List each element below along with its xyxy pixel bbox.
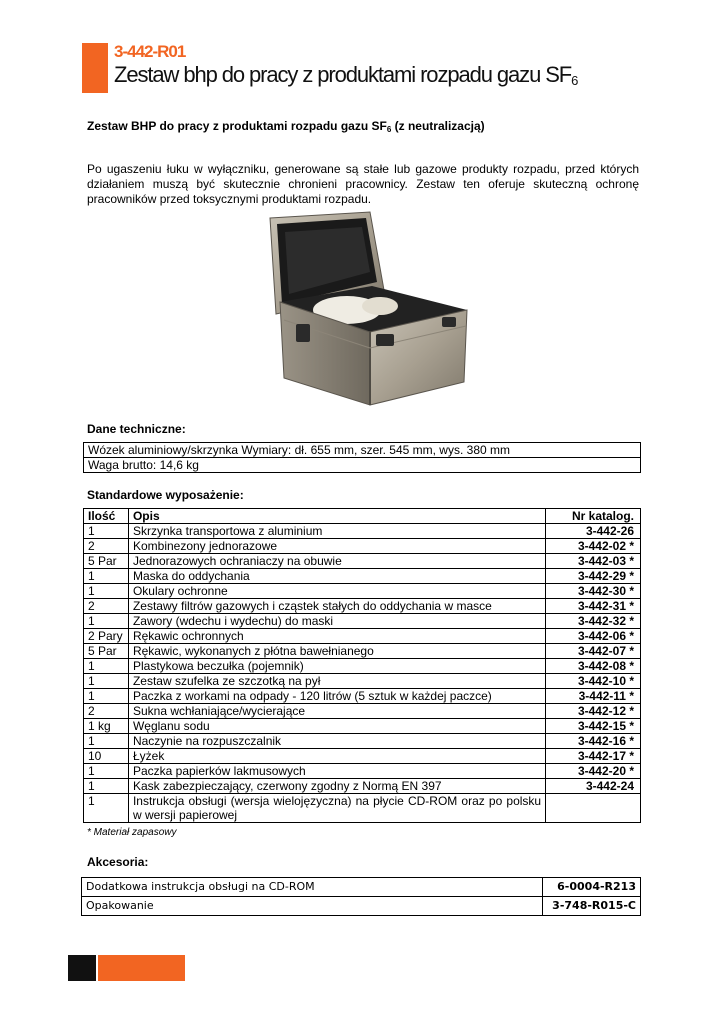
table-row xyxy=(84,644,641,659)
subtitle-suffix: (z neutralizacją) xyxy=(391,119,485,133)
table-row xyxy=(84,764,641,779)
cell-qty: 2 Pary xyxy=(84,629,129,644)
cell-qty: 1 xyxy=(84,794,129,823)
cell-qty: 2 xyxy=(84,539,129,554)
table-row xyxy=(82,878,641,897)
table-row xyxy=(82,897,641,916)
cell-cat: 3-442-31 * xyxy=(546,599,641,614)
cell-cat: 3-442-06 * xyxy=(546,629,641,644)
cell-desc: Rękawic, wykonanych z płótna bawełnianego xyxy=(128,644,545,659)
table-row xyxy=(84,734,641,749)
cell-cat: 3-442-24 xyxy=(546,779,641,794)
cell-cat: 3-748-R015-C xyxy=(543,897,641,916)
cell-desc: Instrukcja obsługi (wersja wielojęzyczna) na płycie CD-ROM oraz po polsku w wersji papierowej xyxy=(128,794,545,823)
cell-qty: 1 xyxy=(84,674,129,689)
accessories-table xyxy=(81,877,641,916)
cell-cat: 3-442-20 * xyxy=(546,764,641,779)
cell-cat: 3-442-30 * xyxy=(546,584,641,599)
cell-desc: Paczka z workami na odpady - 120 litrów (5 sztuk w każdej paczce) xyxy=(128,689,545,704)
tech-cell: Wózek aluminiowy/skrzynka Wymiary: dł. 655 mm, szer. 545 mm, wys. 380 mm xyxy=(84,443,641,458)
table-row xyxy=(84,554,641,569)
cell-desc: Zawory (wdechu i wydechu) do maski xyxy=(128,614,545,629)
equipment-header-row xyxy=(84,509,641,524)
cell-cat: 3-442-11 * xyxy=(546,689,641,704)
cell-desc: Łyżek xyxy=(128,749,545,764)
cell-cat: 3-442-03 * xyxy=(546,554,641,569)
tech-row xyxy=(84,443,641,458)
cell-desc: Sukna wchłaniające/wycierające xyxy=(128,704,545,719)
cell-cat: 3-442-32 * xyxy=(546,614,641,629)
table-row xyxy=(84,749,641,764)
col-header-cat: Nr katalog. xyxy=(546,509,641,524)
cell-desc: Paczka papierków lakmusowych xyxy=(128,764,545,779)
tech-row xyxy=(84,458,641,473)
cell-cat: 3-442-29 * xyxy=(546,569,641,584)
col-header-qty: Ilość xyxy=(84,509,129,524)
cell-desc: Skrzynka transportowa z aluminium xyxy=(128,524,545,539)
table-row xyxy=(84,629,641,644)
table-row xyxy=(84,659,641,674)
cell-qty: 1 xyxy=(84,569,129,584)
table-row xyxy=(84,569,641,584)
intro-paragraph: Po ugaszeniu łuku w wyłączniku, generowane są stałe lub gazowe produkty rozpadu, przed których działaniem muszą być skutecznie chronieni pracownicy. Zestaw ten oferuje skuteczną ochronę pracowników przed toksycznymi produktami rozpadu. xyxy=(87,162,639,206)
cell-desc: Okulary ochronne xyxy=(128,584,545,599)
accessories-heading: Akcesoria: xyxy=(87,855,149,869)
cell-qty: 1 kg xyxy=(84,719,129,734)
equipment-heading: Standardowe wyposażenie: xyxy=(87,488,244,502)
cell-qty: 1 xyxy=(84,734,129,749)
subtitle-subscript: 6 xyxy=(386,125,392,134)
cell-cat: 3-442-02 * xyxy=(546,539,641,554)
cell-cat: 3-442-10 * xyxy=(546,674,641,689)
cell-desc: Kask zabezpieczający, czerwony zgodny z Normą EN 397 xyxy=(128,779,545,794)
cell-cat: 3-442-17 * xyxy=(546,749,641,764)
equipment-table xyxy=(83,508,641,823)
cell-qty: 10 xyxy=(84,749,129,764)
cell-desc: Zestawy filtrów gazowych i cząstek stałych do oddychania w masce xyxy=(128,599,545,614)
cell-cat: 3-442-07 * xyxy=(546,644,641,659)
cell-qty: 1 xyxy=(84,764,129,779)
cell-desc: Węglanu sodu xyxy=(128,719,545,734)
cell-desc: Maska do oddychania xyxy=(128,569,545,584)
col-header-desc: Opis xyxy=(128,509,545,524)
cell-desc: Jednorazowych ochraniaczy na obuwie xyxy=(128,554,545,569)
page-title-subscript: 6 xyxy=(571,73,579,88)
cell-cat: 3-442-15 * xyxy=(546,719,641,734)
page-title-text: Zestaw bhp do pracy z produktami rozpadu gazu SF xyxy=(114,62,572,87)
table-row xyxy=(84,584,641,599)
tech-cell: Waga brutto: 14,6 kg xyxy=(84,458,641,473)
subtitle-text: Zestaw BHP do pracy z produktami rozpadu gazu SF xyxy=(87,119,387,133)
cell-desc: Zestaw szufelka ze szczotką na pył xyxy=(128,674,545,689)
cell-desc: Opakowanie xyxy=(82,897,543,916)
cell-qty: 1 xyxy=(84,779,129,794)
cell-cat: 6-0004-R213 xyxy=(543,878,641,897)
header-accent-bar xyxy=(82,43,108,93)
table-row xyxy=(84,704,641,719)
cell-desc: Kombinezony jednorazowe xyxy=(128,539,545,554)
section-subtitle xyxy=(87,119,485,134)
cell-qty: 1 xyxy=(84,659,129,674)
table-row xyxy=(84,599,641,614)
cell-desc: Rękawic ochronnych xyxy=(128,629,545,644)
cell-qty: 1 xyxy=(84,689,129,704)
page-title xyxy=(114,62,578,88)
table-row xyxy=(84,689,641,704)
cell-qty: 1 xyxy=(84,524,129,539)
cell-cat xyxy=(546,794,641,823)
table-row xyxy=(84,794,641,823)
cell-desc: Dodatkowa instrukcja obsługi na CD-ROM xyxy=(82,878,543,897)
table-row xyxy=(84,719,641,734)
cell-desc: Plastykowa beczułka (pojemnik) xyxy=(128,659,545,674)
table-row xyxy=(84,614,641,629)
tech-table xyxy=(83,442,641,473)
tech-heading: Dane techniczne: xyxy=(87,422,186,436)
cell-qty: 5 Par xyxy=(84,644,129,659)
cell-qty: 2 xyxy=(84,599,129,614)
table-row xyxy=(84,539,641,554)
cell-cat: 3-442-12 * xyxy=(546,704,641,719)
cell-qty: 1 xyxy=(84,614,129,629)
footnote: * Materiał zapasowy xyxy=(87,827,177,838)
table-row xyxy=(84,524,641,539)
footer-orange-block xyxy=(98,955,185,981)
cell-qty: 5 Par xyxy=(84,554,129,569)
cell-cat: 3-442-16 * xyxy=(546,734,641,749)
cell-cat: 3-442-08 * xyxy=(546,659,641,674)
cell-cat: 3-442-26 xyxy=(546,524,641,539)
cell-qty: 2 xyxy=(84,704,129,719)
cell-qty: 1 xyxy=(84,584,129,599)
table-row xyxy=(84,674,641,689)
footer-black-block xyxy=(68,955,96,981)
product-case-photo xyxy=(252,210,474,415)
product-code: 3-442-R01 xyxy=(114,42,186,61)
table-row xyxy=(84,779,641,794)
cell-desc: Naczynie na rozpuszczalnik xyxy=(128,734,545,749)
